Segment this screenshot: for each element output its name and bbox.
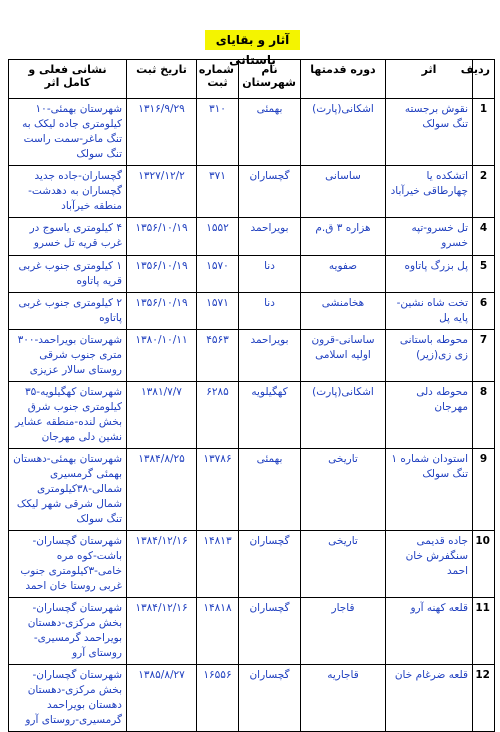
cell-age: تاریخی [301, 531, 386, 598]
cell-city: بویراحمد [239, 218, 301, 256]
cell-row-number: 8 [473, 382, 495, 449]
header-age: دوره قدمتها [301, 60, 386, 99]
cell-reg-no: ۱۵۷۰ [197, 256, 239, 293]
cell-address: شهرستان بهمئی-دهستان بهمئی گرمسیری شمالی-۳۸کیلومتری شمال شرقی شهر لیکک تنگ سولک [9, 449, 127, 531]
cell-city: گچساران [239, 598, 301, 665]
cell-city: کهگیلویه [239, 382, 301, 449]
cell-city: گچساران [239, 531, 301, 598]
cell-name: محوطه دلی مهرجان [386, 382, 473, 449]
cell-age: اشکانی(پارت) [301, 382, 386, 449]
table-row [9, 598, 495, 665]
cell-reg-date: ۱۳۸۴/۸/۲۵ [127, 449, 197, 531]
table-row [9, 166, 495, 218]
cell-reg-no: ۶۲۸۵ [197, 382, 239, 449]
cell-name: پل بزرگ پاتاوه [386, 256, 473, 293]
table-row [9, 449, 495, 531]
cell-reg-no: ۱۳۷۸۶ [197, 449, 239, 531]
cell-reg-no: ۱۵۵۲ [197, 218, 239, 256]
cell-address: شهرستان بویراحمد-۳۰۰ متری جنوب شرقی روستای سالار عزیزی [9, 330, 127, 382]
cell-age: ساسانی-قرون اولیه اسلامی [301, 330, 386, 382]
header-address: نشانی فعلی و کامل اثر [9, 60, 127, 99]
cell-row-number: 2 [473, 166, 495, 218]
header-reg-date: تاریخ ثبت [127, 60, 197, 99]
cell-reg-date: ۱۳۵۶/۱۰/۱۹ [127, 256, 197, 293]
cell-age: صفویه [301, 256, 386, 293]
cell-address: ۱ کیلومتری جنوب غربی قریه پاتاوه [9, 256, 127, 293]
cell-address: شهرستان گچساران-بخش مرکزی-دهستان بویراحمد گرمسیری-روستای آرو [9, 598, 127, 665]
cell-address: شهرستان گچساران- باشت-کوه مره خامی-۳کیلومتری جنوب غربی روستا خان احمد [9, 531, 127, 598]
monuments-table [8, 59, 495, 732]
cell-city: دنا [239, 256, 301, 293]
header-reg-no: شماره ثبت [197, 60, 239, 99]
cell-reg-date: ۱۳۸۱/۷/۷ [127, 382, 197, 449]
cell-age: قاجار [301, 598, 386, 665]
cell-reg-date: ۱۳۲۷/۱۲/۲ [127, 166, 197, 218]
cell-age: هخامنشی [301, 293, 386, 330]
cell-city: گچساران [239, 665, 301, 732]
cell-address: شهرستان کهگیلویه-۳۵ کیلومتری جنوب شرق بخش لنده-منطقه عشایر نشین دلی مهرجان [9, 382, 127, 449]
cell-city: بهمئی [239, 449, 301, 531]
cell-row-number: 10 [473, 531, 495, 598]
cell-reg-date: ۱۳۸۵/۸/۲۷ [127, 665, 197, 732]
cell-reg-date: ۱۳۱۶/۹/۲۹ [127, 99, 197, 166]
header-row-number: ردیف [473, 60, 495, 99]
cell-reg-no: ۱۴۸۱۳ [197, 531, 239, 598]
cell-reg-no: ۴۵۶۳ [197, 330, 239, 382]
cell-reg-date: ۱۳۸۴/۱۲/۱۶ [127, 598, 197, 665]
cell-city: گچساران [239, 166, 301, 218]
cell-name: استودان شماره ۱ تنگ سولک [386, 449, 473, 531]
cell-address: گچساران-جاده جدید گچساران به دهدشت-منطقه خیرآباد [9, 166, 127, 218]
cell-address: ۲ کیلومتری جنوب غربی پاتاوه [9, 293, 127, 330]
cell-name: نقوش برجسته تنگ سولک [386, 99, 473, 166]
header-name: اثر [386, 60, 473, 99]
table-row [9, 382, 495, 449]
cell-reg-no: ۳۷۱ [197, 166, 239, 218]
cell-age: هزاره ۳ ق.م [301, 218, 386, 256]
cell-address: شهرستان گچساران-بخش مرکزی-دهستان دهستان بویراحمد گرمسیری-روستای آرو [9, 665, 127, 732]
table-row [9, 665, 495, 732]
cell-row-number: 4 [473, 218, 495, 256]
header-city: نام شهرستان [239, 60, 301, 99]
cell-address: ۴ کیلومتری یاسوج در غرب قریه تل خسرو [9, 218, 127, 256]
cell-city: دنا [239, 293, 301, 330]
cell-row-number: 9 [473, 449, 495, 531]
cell-age: قاجاریه [301, 665, 386, 732]
cell-address: شهرستان بهمئی-۱۰ کیلومتری جاده لیکک به تنگ ماغر-سمت راست تنگ سولک [9, 99, 127, 166]
cell-name: محوطه باستانی زی زی(زیر) [386, 330, 473, 382]
cell-name: تل خسرو-تپه خسرو [386, 218, 473, 256]
cell-name: قلعه ضرغام خان [386, 665, 473, 732]
cell-row-number: 6 [473, 293, 495, 330]
table-row [9, 218, 495, 256]
cell-row-number: 1 [473, 99, 495, 166]
table-row [9, 293, 495, 330]
cell-name: اتشکده یا چهارطاقی خیرآباد [386, 166, 473, 218]
cell-row-number: 11 [473, 598, 495, 665]
cell-name: تخت شاه نشین-پایه پل [386, 293, 473, 330]
page-title: آثار و بقایای باستانی [205, 30, 300, 50]
table-header-row [9, 60, 495, 99]
cell-age: تاریخی [301, 449, 386, 531]
table-row [9, 99, 495, 166]
cell-city: بهمئی [239, 99, 301, 166]
cell-reg-date: ۱۳۸۰/۱۰/۱۱ [127, 330, 197, 382]
cell-name: جاده قدیمی سنگفرش خان احمد [386, 531, 473, 598]
cell-reg-date: ۱۳۵۶/۱۰/۱۹ [127, 293, 197, 330]
cell-name: قلعه کهنه آرو [386, 598, 473, 665]
cell-age: ساسانی [301, 166, 386, 218]
cell-reg-date: ۱۳۸۴/۱۲/۱۶ [127, 531, 197, 598]
cell-reg-no: ۱۶۵۵۶ [197, 665, 239, 732]
cell-reg-date: ۱۳۵۶/۱۰/۱۹ [127, 218, 197, 256]
cell-reg-no: ۱۴۸۱۸ [197, 598, 239, 665]
table-row [9, 531, 495, 598]
cell-reg-no: ۳۱۰ [197, 99, 239, 166]
cell-row-number: 7 [473, 330, 495, 382]
cell-row-number: 5 [473, 256, 495, 293]
table-row [9, 256, 495, 293]
cell-age: اشکانی(پارت) [301, 99, 386, 166]
cell-reg-no: ۱۵۷۱ [197, 293, 239, 330]
table-row [9, 330, 495, 382]
cell-city: بویراحمد [239, 330, 301, 382]
cell-row-number: 12 [473, 665, 495, 732]
